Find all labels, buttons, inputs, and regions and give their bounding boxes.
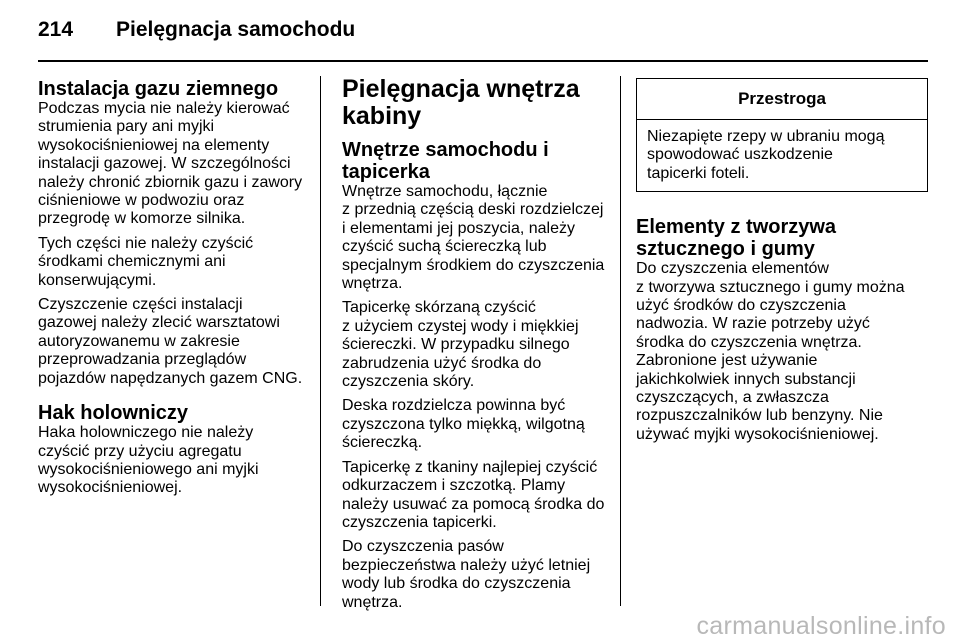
text-line: czyszczenia tapicerki. [342, 513, 497, 531]
section-heading-cng: Instalacja gazu ziemnego [38, 78, 279, 100]
paragraph [342, 299, 606, 391]
paragraph [342, 183, 606, 293]
text-line: Czyszczenie części instalacji [38, 296, 243, 314]
text-line: ściereczki. W przypadku silnego [342, 336, 570, 354]
column-left [38, 76, 308, 504]
text-line: jakichkolwiek innych substancji [636, 370, 856, 388]
text-line: spowodować uszkodzenie [647, 146, 833, 164]
text-line: kabiny [342, 102, 422, 130]
text-line: Elementy z tworzywa [636, 216, 837, 239]
text-line: Pielęgnacja wnętrza [342, 75, 580, 103]
text-line: Zabronione jest używanie [636, 352, 818, 370]
sub-heading: Wnętrze samochodu i tapicerka [342, 139, 549, 183]
main-heading [342, 76, 606, 130]
paragraph [38, 100, 308, 229]
text-line: należy usuwać za pomocą środka do [342, 495, 605, 513]
text-line: z tworzywa sztucznego i gumy można [636, 278, 905, 296]
text-line: Niezapięte rzepy w ubraniu mogą [647, 128, 885, 145]
text-line: bezpieczeństwa należy użyć letniej [342, 556, 591, 574]
text-line: wysokociśnieniowej na elementy [38, 136, 270, 154]
caution-title: Przestroga [637, 79, 927, 120]
text-line: ciśnieniowe w podwoziu oraz [38, 192, 245, 210]
paragraph [38, 296, 308, 388]
text-line: środkami chemicznymi ani [38, 253, 226, 271]
text-line: pojazdów napędzanych gazem CNG. [38, 369, 303, 387]
text-line: przeprowadzania przeglądów [38, 351, 247, 369]
text-line: odkurzaczem i szczotką. Plamy [342, 477, 566, 495]
text-line: tapicerki foteli. [647, 164, 750, 182]
text-line: nadwozia. W razie potrzeby użyć [636, 315, 870, 333]
caution-text [637, 120, 927, 191]
text-line: czyszczących, a zwłaszcza [636, 389, 829, 407]
text-line: czyszczona tylko miękką, wilgotną [342, 415, 585, 433]
text-line: gazowej należy zlecić warsztatowi [38, 314, 280, 332]
text-line: Do czyszczenia elementów [636, 260, 829, 278]
caution-box [636, 78, 928, 192]
text-line: należy chronić zbiornik gazu i zawory [38, 173, 303, 191]
watermark: carmanualsonline.info [696, 612, 946, 640]
text-line: Tapicerkę skórzaną czyścić [342, 299, 536, 317]
paragraph [342, 397, 606, 452]
running-title: Pielęgnacja samochodu [116, 18, 356, 41]
text-line: Tych części nie należy czyścić [38, 234, 254, 252]
text-line: Wnętrze samochodu, łącznie [342, 183, 548, 200]
text-line: użyć środków do czyszczenia [636, 297, 846, 315]
text-line: wysokociśnieniowej. [38, 479, 183, 497]
text-line: strumienia pary ani myjki [38, 118, 215, 136]
text-line: Podczas mycia nie należy kierować [38, 100, 290, 117]
text-line: środka do czyszczenia wnętrza. [636, 333, 862, 351]
paragraph [636, 260, 928, 444]
text-line: czyścić suchą ściereczką lub [342, 238, 547, 256]
text-line: przegrodę w komorze silnika. [38, 210, 246, 228]
text-line: Haka holowniczego nie należy [38, 424, 254, 442]
text-line: czyszczenia skóry. [342, 373, 475, 391]
paragraph [38, 424, 308, 498]
text-line: konserwującymi. [38, 271, 157, 289]
text-line: rozpuszczalników lub benzyny. Nie [636, 407, 883, 425]
page-number: 214 [38, 18, 74, 41]
text-line: z użyciem czystej wody i miękkiej [342, 317, 579, 335]
text-line: specjalnym środkiem do czyszczenia [342, 256, 605, 274]
text-line: Do czyszczenia pasów [342, 538, 504, 556]
text-line: Deska rozdzielcza powinna być [342, 397, 566, 415]
text-line: wody lub środka do czyszczenia [342, 575, 571, 593]
text-line: Tapicerkę z tkaniny najlepiej czyścić [342, 458, 598, 476]
text-line: czyścić przy użyciu agregatu [38, 442, 242, 460]
text-line: ściereczką. [342, 434, 423, 452]
section-heading-tow-hitch: Hak holowniczy [38, 402, 189, 425]
text-line: sztucznego i gumy [636, 238, 815, 261]
text-line: używać myjki wysokociśnieniowej. [636, 425, 879, 443]
section-heading-plastics [636, 216, 928, 260]
text-line: i elementami jej poszycia, należy [342, 219, 575, 237]
paragraph [342, 459, 606, 533]
column-divider-2 [620, 76, 621, 606]
text-line: instalacji gazowej. W szczególności [38, 155, 291, 173]
text-line: autoryzowanemu w zakresie [38, 332, 240, 350]
column-middle [342, 76, 606, 618]
column-divider-1 [320, 76, 321, 606]
text-line: wnętrza. [342, 275, 403, 293]
column-right [636, 76, 928, 450]
text-line: wysokociśnieniowego ani myjki [38, 460, 259, 478]
paragraph [38, 235, 308, 290]
header-rule [38, 60, 928, 62]
text-line: z przednią częścią deski rozdzielczej [342, 201, 604, 219]
text-line: wnętrza. [342, 593, 403, 611]
text-line: zabrudzenia użyć środka do [342, 354, 542, 372]
paragraph [342, 538, 606, 612]
